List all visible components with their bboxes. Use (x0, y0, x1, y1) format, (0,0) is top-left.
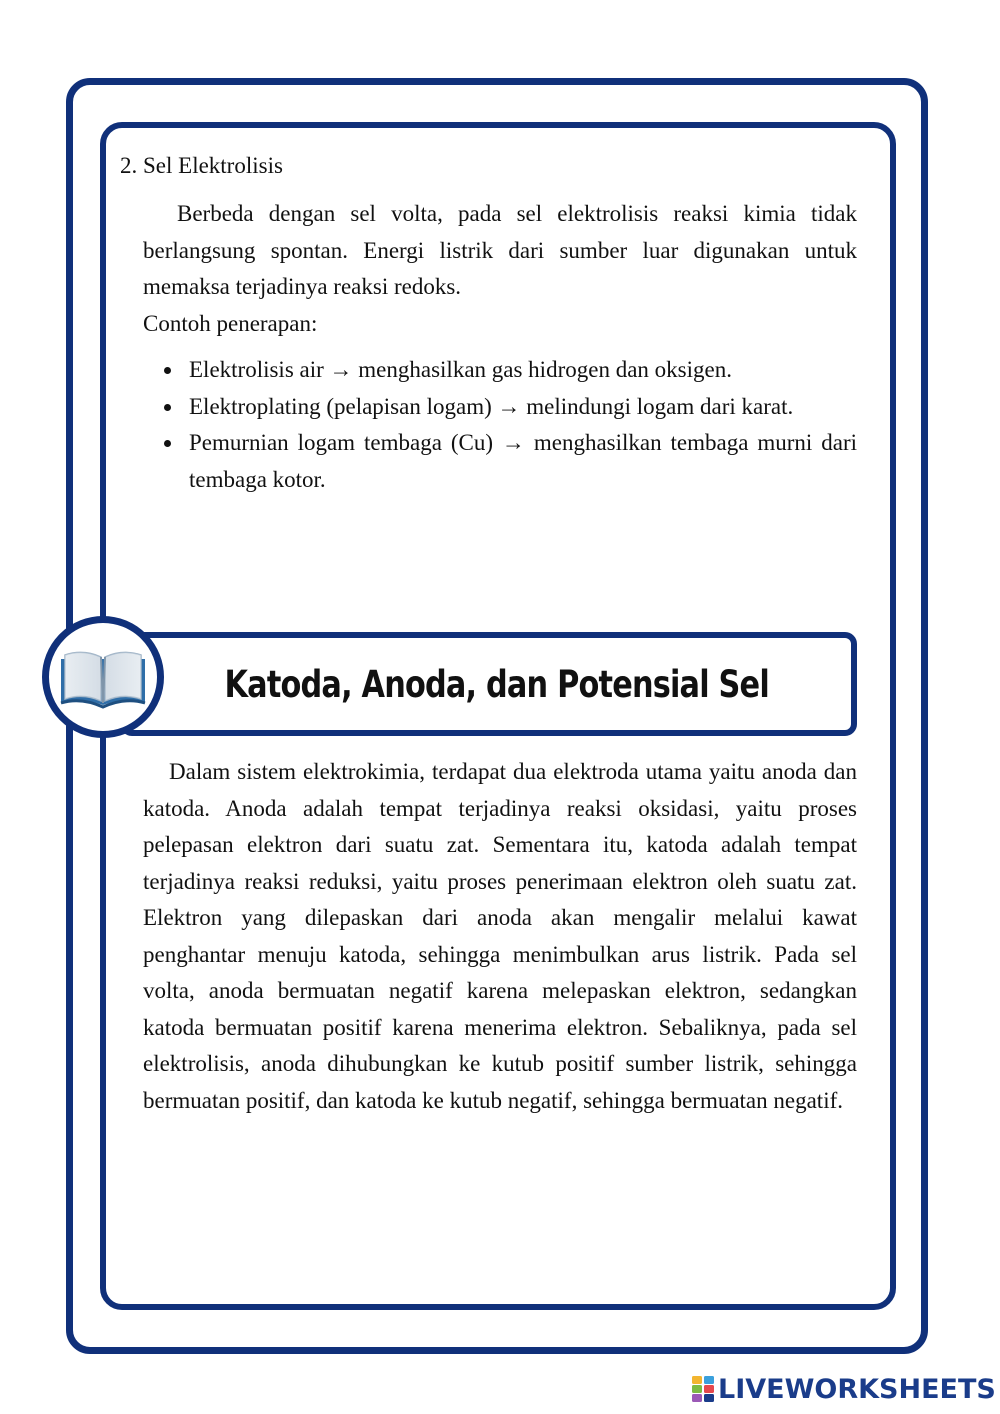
banner-title: Katoda, Anoda, dan Potensial Sel (224, 662, 769, 706)
banner-icon-circle (42, 616, 164, 738)
paragraph-sel-elektrolisis: Berbeda dengan sel volta, pada sel elektrolisis reaksi kimia tidak berlangsung spontan. Energi listrik dari sumber luar digunakan untuk memaksa terjadinya reaksi redoks. (143, 201, 857, 299)
list-item: Elektrolisis air → menghasilkan gas hidrogen dan oksigen. (143, 352, 857, 389)
open-book-icon (57, 641, 149, 713)
paragraph-katoda-anoda: Dalam sistem elektrokimia, terdapat dua elektroda utama yaitu anoda dan katoda. Anoda adalah tempat terjadinya reaksi oksidasi, yaitu proses pelepasan elektron dari suatu zat. Sementara itu, katoda adalah tempat terjadinya reaksi reduksi, yaitu proses penerimaan elektron oleh suatu zat. Elektron yang dilepaskan dari anoda akan mengalir melalui kawat penghantar menuju katoda, sehingga menimbulkan arus listrik. Pada sel volta, anoda bermuatan negatif karena melepaskan elektron, sedangkan katoda bermuatan positif karena menerima elektron. Sebaliknya, pada sel elektrolisis, anoda dihubungkan ke kutub positif sumber listrik, sehingga bermuatan positif, dan katoda ke kutub negatif, sehingga bermuatan negatif. (143, 759, 857, 1113)
list-item: Pemurnian logam tembaga (Cu) → menghasilkan tembaga murni dari tembaga kotor. (143, 425, 857, 498)
examples-list (143, 352, 857, 498)
section-banner (120, 632, 857, 736)
examples-label: Contoh penerapan: (143, 311, 318, 336)
liveworksheets-logo[interactable] (692, 1372, 996, 1406)
liveworksheets-logo-icon (692, 1376, 714, 1402)
list-item: Elektroplating (pelapisan logam) → melindungi logam dari karat. (143, 389, 857, 426)
logo-text: LIVEWORKSHEETS (718, 1373, 996, 1405)
section-heading-sel-elektrolisis: 2. Sel Elektrolisis (120, 153, 283, 178)
